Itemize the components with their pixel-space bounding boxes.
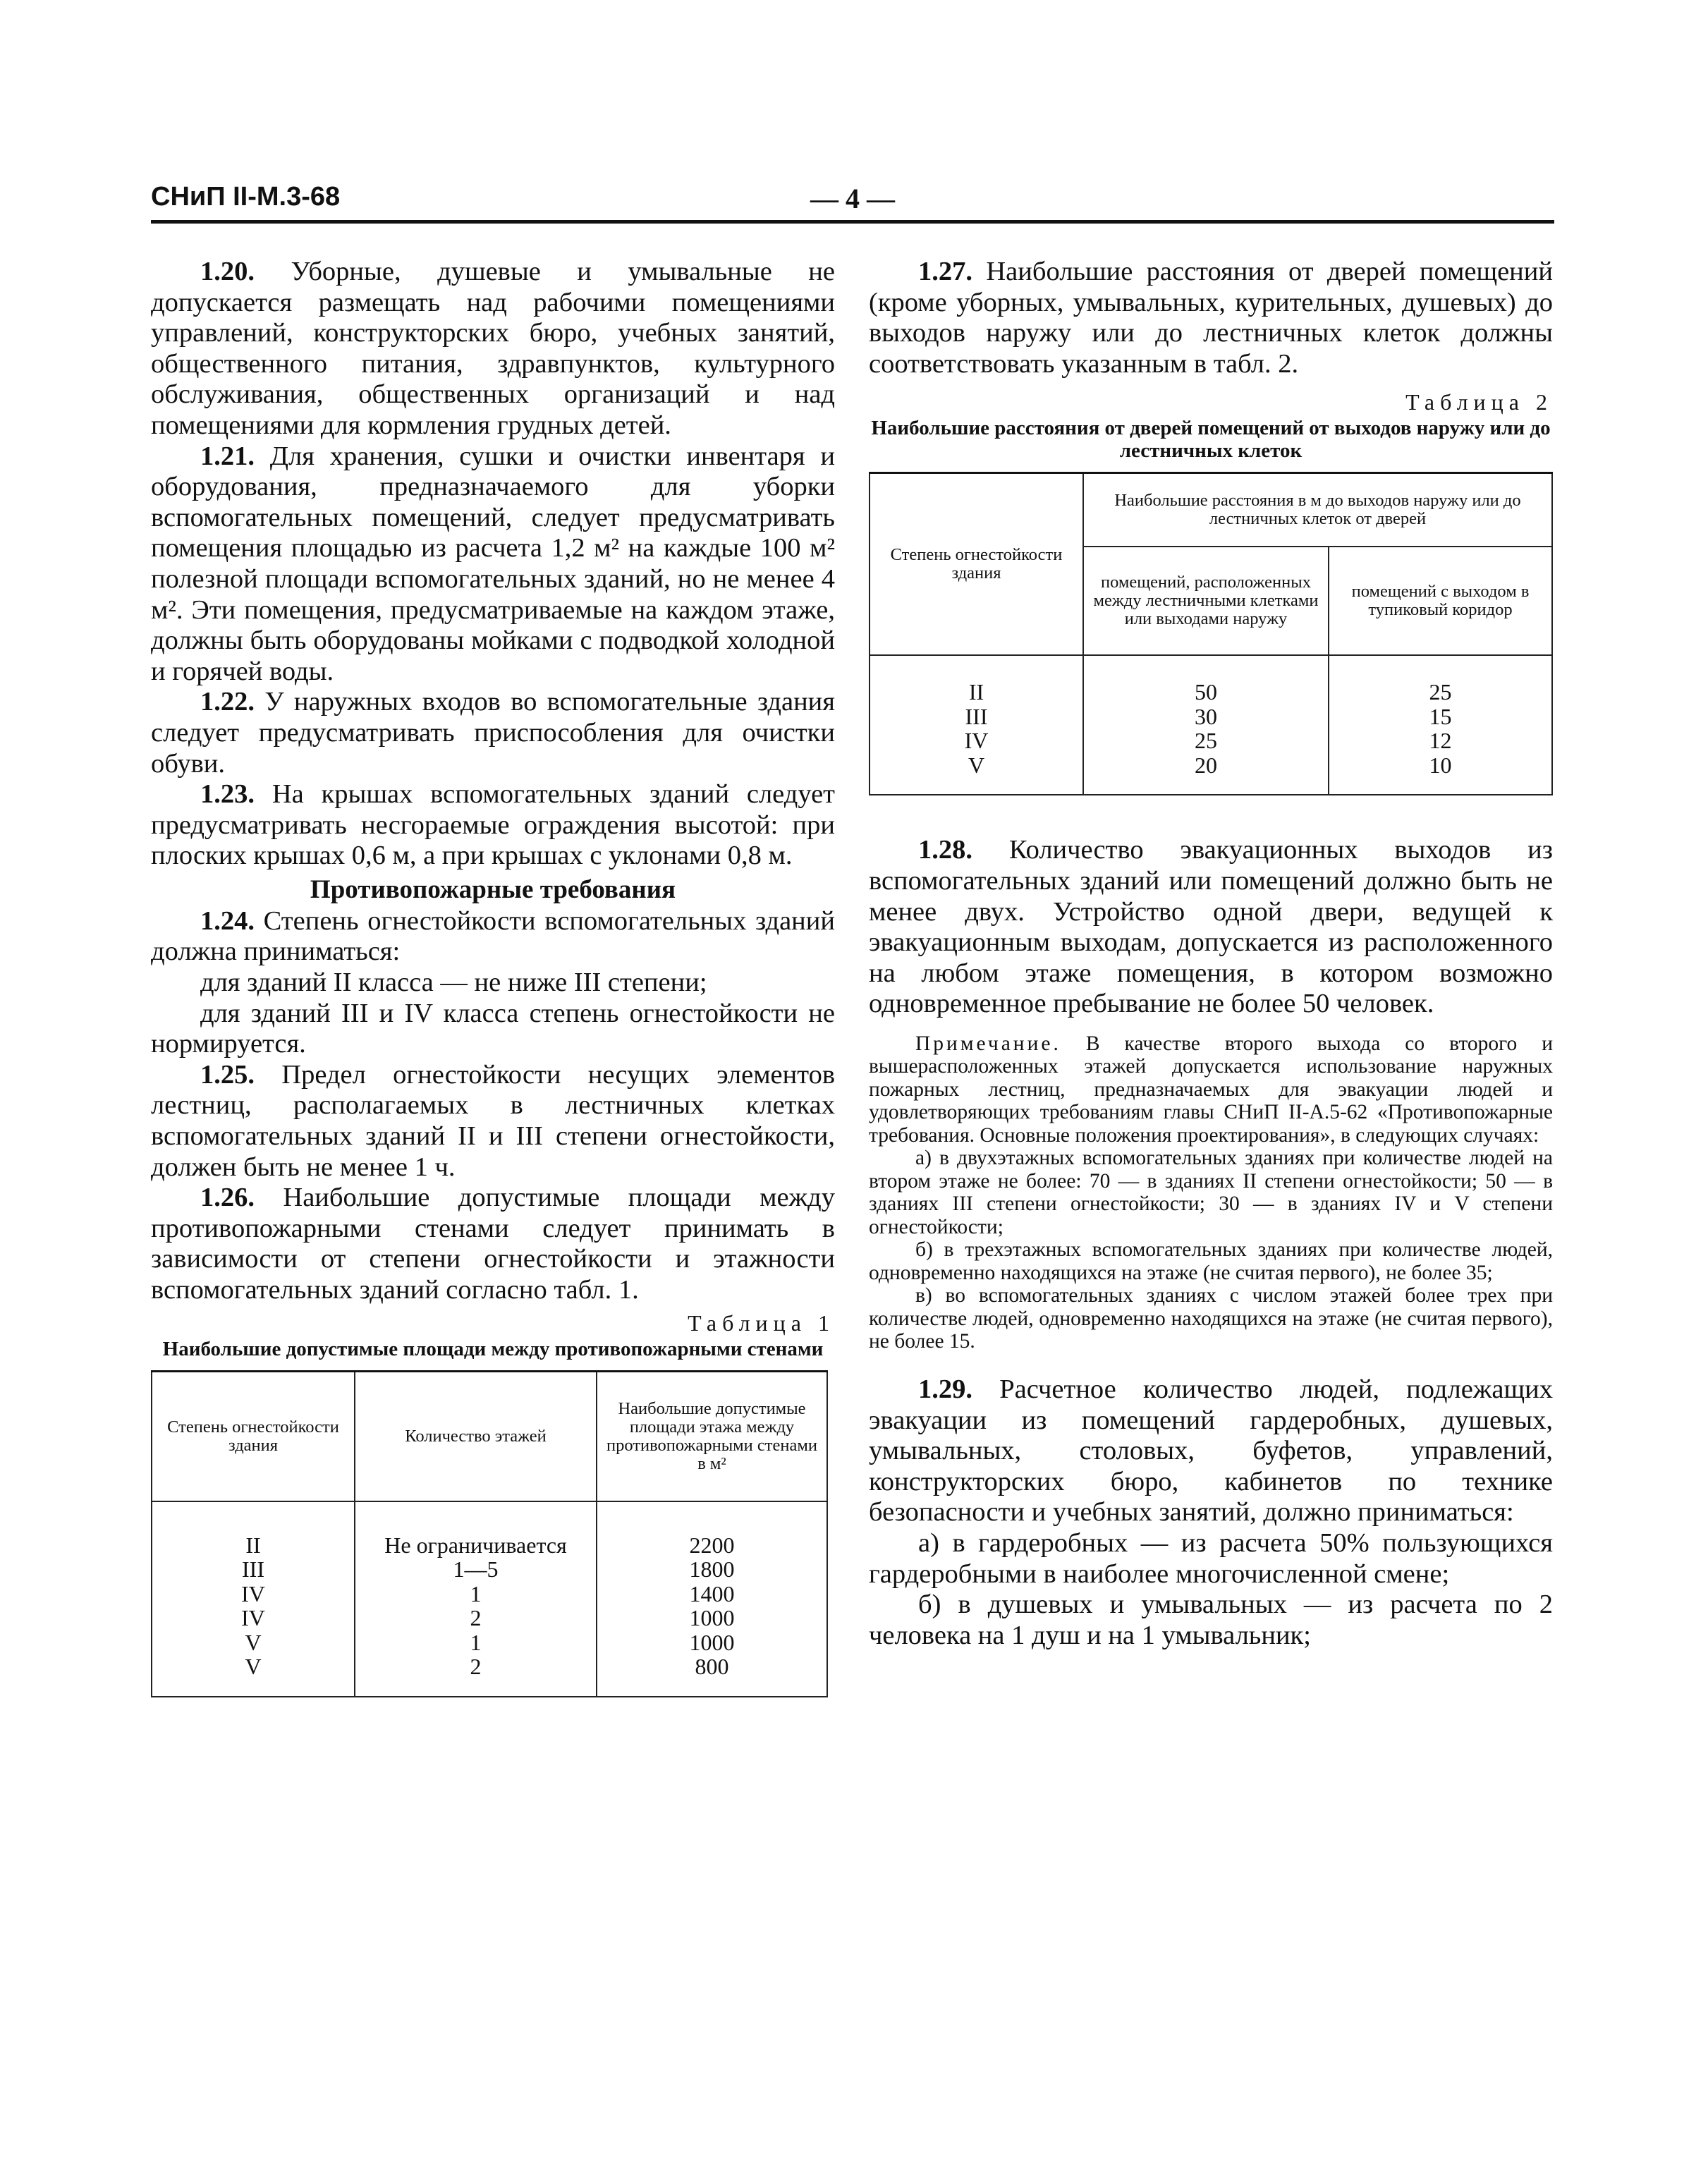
paragraph-1-28 [869,835,1553,1020]
table-1-col-area [597,1501,827,1697]
table-cell: V [245,1629,262,1655]
table-cell: 1000 [689,1605,735,1631]
clause-number: 1.20. [200,257,255,286]
clause-number: 1.27. [918,257,972,286]
paragraph-1-22 [151,687,835,779]
clause-number: 1.22. [200,687,255,717]
table-2-header-group: Наибольшие расстояния в м до выходов наружу или до лестничных клеток от дверей [1083,473,1552,547]
table-1-title: Наибольшие допустимые площади между противопожарными стенами [162,1337,824,1360]
table-2-col-deadend [1329,655,1552,795]
clause-text: Уборные, душевые и умывальные не допускается размещать над рабочими помещениями управлений, конструкторских бюро, учебных занятий, общественного питания, здравпунктов, культурного обслуживания, общественных организаций и над помещениями для кормления грудных детей. [151,257,835,440]
note [869,1032,1553,1147]
table-cell: 12 [1429,728,1452,754]
table-1-header-cell: Количество этажей [355,1371,597,1501]
clause-number: 1.25. [200,1059,255,1090]
paragraph-1-21 [151,441,835,688]
clause-text: Наибольшие допустимые площади между противопожарными стенами следует принимать в зависимости от степени огнестойкости и этажности вспомогательных зданий согласно табл. 1. [151,1183,835,1305]
table-cell: V [245,1654,262,1680]
table-1-header-cell: Наибольшие допустимые площади этажа между противопожарными стенами в м² [597,1371,827,1501]
table-cell: 25 [1429,679,1452,705]
note-item-a: а) в двухэтажных вспомогательных зданиях при количестве людей на втором этаже не более: 70 — в зданиях II степени огнестойкости; 50 — в зданиях III степени огнестойкости; 30 — в зданиях IV и V степени огнестойкости; [869,1147,1553,1238]
table-cell: II [245,1532,261,1558]
table-cell: 1 [470,1629,482,1655]
table-1-col-degree [152,1501,355,1697]
clause-text: Предел огнестойкости несущих элементов лестниц, располагаемых в лестничных клетках вспомогательных зданий II и III степени огнестойкости, должен быть не менее 1 ч. [151,1059,835,1182]
header-rule [151,220,1554,224]
clause-number: 1.23. [200,779,255,810]
table-cell: 1800 [689,1556,735,1582]
paragraph-1-29-a: а) в гардеробных — из расчета 50% пользующихся гардеробными в наиболее многочисленной смене; [869,1527,1553,1589]
note-text: В качестве второго выхода со второго и вышерасположенных этажей допускается использование наружных пожарных лестниц, предназначаемых для эвакуации людей и удовлетворяющих требованиям главы СНиП II-А.5-62 «Противопожарные требования. Основные положения проектирования», в следующих случаях: [869,1032,1553,1147]
clause-number: 1.29. [918,1374,972,1404]
page-header [151,182,1554,221]
clause-text: Наибольшие расстояния от дверей помещений (кроме уборных, умывальных, курительных, душевых) до выходов наружу или до лестничных клеток должны соответствовать указанным в табл. 2. [869,257,1553,379]
table-cell: 2 [470,1605,482,1631]
table-cell: 1000 [689,1629,735,1655]
paragraph-1-25 [151,1060,835,1183]
clause-number: 1.28. [918,835,972,865]
left-column [151,257,835,1697]
paragraph-1-24-b: для зданий III и IV класса степень огнестойкости не нормируется. [151,998,835,1059]
paragraph-1-24 [151,906,835,968]
table-1-header-cell: Степень огнестойкости здания [152,1371,355,1501]
table-cell: 10 [1429,752,1452,778]
table-1 [151,1370,828,1697]
table-2-header-cell: Степень огнестойкости здания [870,473,1083,656]
clause-text: На крышах вспомогательных зданий следует предусматривать несгораемые ограждения высотой: при плоских крышах 0,6 м, а при крышах с уклонами 0,8 м. [151,779,835,871]
table-cell: 2200 [689,1532,735,1558]
clause-number: 1.26. [200,1183,255,1213]
table-2-title: Наибольшие расстояния от дверей помещений от выходов наружу или до лестничных клеток [871,417,1551,463]
table-cell: 25 [1195,728,1217,754]
table-cell: 15 [1429,703,1452,729]
table-cell: III [242,1556,264,1582]
table-cell: Не ограничивается [384,1532,567,1558]
table-2-col-between [1083,655,1329,795]
table-2-label: Таблица 2 [1405,389,1553,415]
table-cell: IV [241,1580,265,1606]
table-2-col-degree [870,655,1083,795]
paragraph-1-26 [151,1183,835,1305]
table-cell: 20 [1195,752,1217,778]
table-cell: 2 [470,1654,482,1680]
table-cell: III [965,703,988,729]
table-2 [869,472,1553,795]
table-cell: 1 [470,1580,482,1606]
paragraph-1-24-a: для зданий II класса — не ниже III степени; [200,968,707,998]
table-cell: IV [964,728,989,754]
clause-text: Расчетное количество людей, подлежащих эвакуации из помещений гардеробных, душевых, умывальных, столовых, буфетов, управлений, конструкторских бюро, кабинетов по технике безопасности и учебных занятий, должно приниматься: [869,1374,1553,1527]
table-cell: 30 [1195,703,1217,729]
table-1-label: Таблица 1 [688,1310,835,1336]
clause-text: Для хранения, сушки и очистки инвентаря и оборудования, предназначаемого для уборки вспомогательных помещений, следует предусматривать помещения площадью из расчета 1,2 м² на каждые 100 м² полезной площади вспомогательных зданий, но не менее 4 м². Эти помещения, предусматриваемые на каждом этаже, должны быть оборудованы мойками с подводкой холодной и горячей воды. [151,441,835,686]
paragraph-1-20 [151,257,835,441]
note-label: Примечание. [915,1032,1061,1055]
table-cell: IV [241,1605,265,1631]
section-heading: Противопожарные требования [310,874,676,904]
table-cell: II [968,679,984,705]
clause-text: У наружных входов во вспомогательные здания следует предусматривать приспособления для очистки обуви. [151,687,835,779]
table-cell: 800 [695,1654,729,1680]
note-item-b: б) в трехэтажных вспомогательных зданиях при количестве людей, одновременно находящихся на этаже (не считая первого), не более 35; [869,1238,1553,1284]
right-column [869,257,1553,1651]
table-cell: 1400 [689,1580,735,1606]
paragraph-1-23 [151,779,835,872]
clause-text: Степень огнестойкости вспомогательных зданий должна приниматься: [151,905,835,967]
table-1-col-floors [355,1501,597,1697]
page-number: — 4 — [810,183,895,214]
table-cell: 50 [1195,679,1217,705]
clause-number: 1.21. [200,441,255,471]
table-cell: V [968,752,985,778]
document-code: СНиП II-М.3-68 [151,182,341,212]
paragraph-1-29 [869,1374,1553,1528]
table-2-header-cell: помещений с выходом в тупиковый коридор [1329,547,1552,655]
paragraph-1-27 [869,257,1553,379]
note-item-c: в) во вспомогательных зданиях с числом этажей более трех при количестве людей, одновременно находящихся на этаже (не считая первого), не более 15. [869,1284,1553,1353]
table-cell: 1—5 [453,1556,499,1582]
clause-number: 1.24. [200,905,255,936]
table-2-header-cell: помещений, расположенных между лестничными клетками или выходами наружу [1083,547,1329,655]
clause-text: Количество эвакуационных выходов из вспомогательных зданий или помещений должно быть не менее двух. Устройство одной двери, ведущей к эвакуационным выходам, допускается из расположенного на любом этаже помещения, в котором возможно одновременное пребывание не более 50 человек. [869,835,1553,1019]
paragraph-1-29-b: б) в душевых и умывальных — из расчета по 2 человека на 1 душ и на 1 умывальник; [869,1590,1553,1650]
